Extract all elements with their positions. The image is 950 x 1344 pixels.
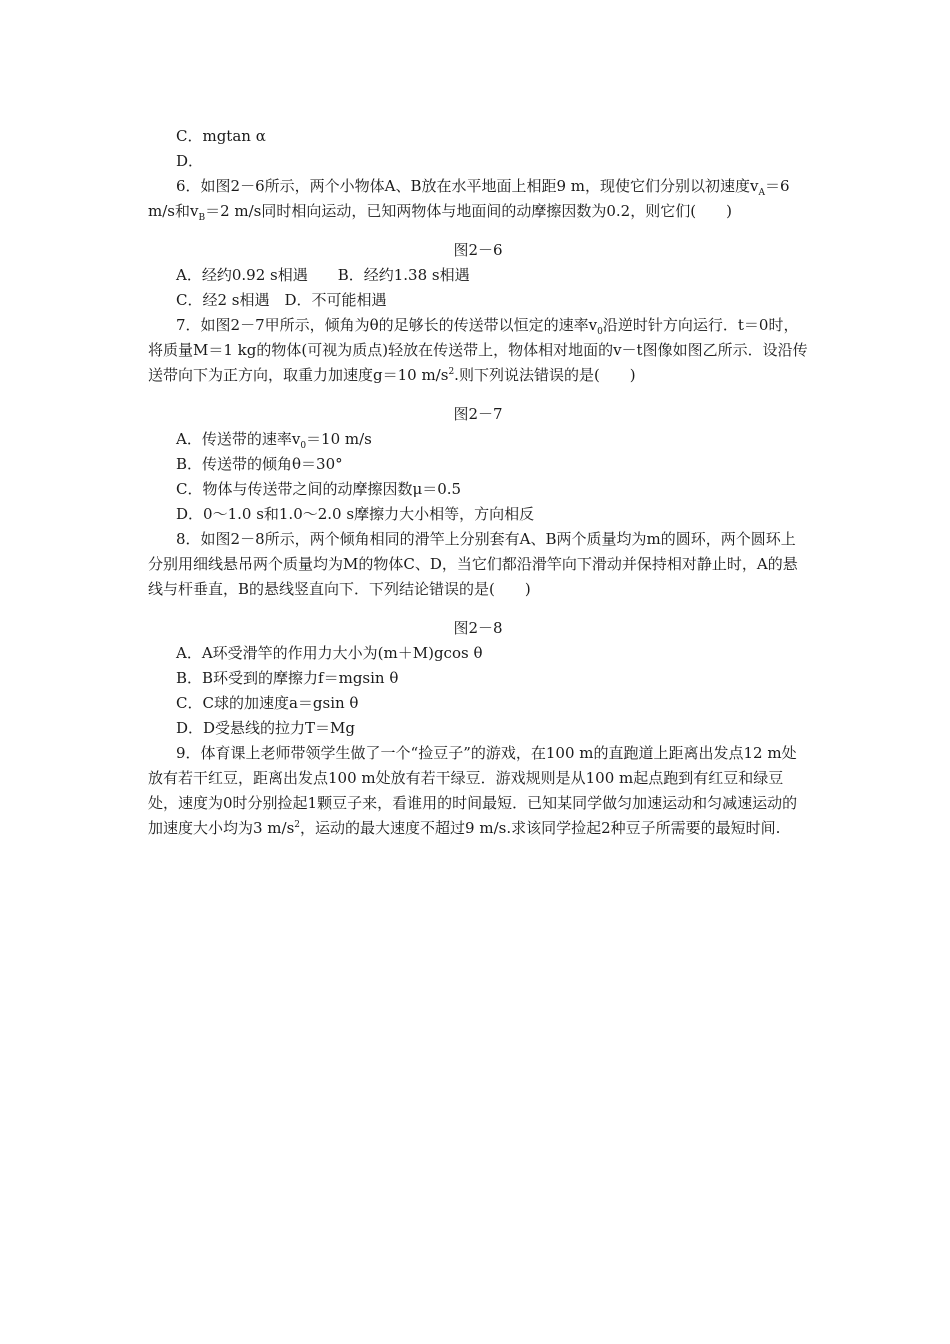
q8-stem: 8．如图2－8所示，两个倾角相同的滑竿上分别套有A、B两个质量均为m的圆环，两个圆环上分别用细线悬吊两个质量均为M的物体C、D，当它们都沿滑竿向下滑动并保持相对静止时，A的悬线与杆垂直，B的悬线竖直向下．下列结论错误的是( ) — [148, 530, 798, 598]
q7-option-b: B．传送带的倾角θ＝30° — [176, 455, 343, 473]
figure-2-8-caption: 图2－8 — [453, 619, 503, 637]
q7-option-a-text: A．传送带的速率v — [176, 430, 301, 448]
q8-option-a: A．A环受滑竿的作用力大小为(m＋M)gcos θ — [176, 644, 483, 662]
q6-option-a: A．经约0.92 s相遇 — [176, 266, 308, 284]
figure-2-7-caption: 图2－7 — [453, 405, 503, 423]
q6-sub-a: A — [758, 188, 765, 198]
q8-option-d: D．D受悬线的拉力T＝Mg — [176, 719, 356, 737]
q7-text-2: 沿逆时针方向运行．t＝0时，将质量M＝1 kg的物体(可视为质点)轻放在传送带上，物体相对地面的v－t图像如图乙所示．设沿传送带向下为正方向，取重力加速度g＝10 m/s — [148, 316, 808, 384]
q8-option-b: B．B环受到的摩擦力f＝mgsin θ — [176, 669, 399, 687]
q5-option-d: D． — [176, 152, 204, 170]
q7-option-d: D．0～1.0 s和1.0～2.0 s摩擦力大小相等，方向相反 — [176, 505, 535, 523]
q7-option-a-sub: 0 — [300, 441, 307, 451]
q6-options-ab — [148, 263, 808, 288]
figure-2-6-caption: 图2－6 — [453, 241, 503, 259]
q7-text-3: .则下列说法错误的是( ) — [454, 366, 636, 384]
q9-stem — [148, 741, 808, 841]
q6-text-1: 6．如图2－6所示，两个小物体A、B放在水平地面上相距9 m，现使它们分别以初速度v — [176, 177, 759, 195]
q6-text-3: ＝2 m/s同时相向运动，已知两物体与地面间的动摩擦因数为0.2，则它们( ) — [205, 202, 732, 220]
q7-option-a — [148, 427, 808, 452]
q7-option-c: C．物体与传送带之间的动摩擦因数μ＝0.5 — [176, 480, 462, 498]
q9-text-1: 9．体育课上老师带领学生做了一个“捡豆子”的游戏，在100 m的直跑道上距离出发点12 m处放有若干红豆，距离出发点100 m处放有若干绿豆．游戏规则是从100 m起点跑到有红豆和绿豆处，速度为0时分别捡起1颗豆子来，看谁用的时间最短．已知某同学做匀加速运动和匀减速运动的加速度大小均为3 m/s — [148, 744, 798, 837]
q7-text-1: 7．如图2－7甲所示，倾角为θ的足够长的传送带以恒定的速率v — [176, 316, 598, 334]
q7-sub-0: 0 — [597, 327, 603, 337]
document-page — [148, 124, 808, 841]
q6-option-d: D．不可能相遇 — [284, 291, 387, 309]
q7-stem — [148, 313, 808, 388]
q6-option-c: C．经2 s相遇 — [176, 291, 270, 309]
q6-stem — [148, 174, 808, 224]
q6-sub-b: B — [198, 213, 206, 223]
q8-option-c: C．C球的加速度a＝gsin θ — [176, 694, 359, 712]
q6-text-2: ＝6 m/s和v — [148, 177, 790, 220]
q6-options-cd — [148, 288, 808, 313]
q7-sup-2: 2 — [448, 367, 455, 377]
q9-text-2: ，运动的最大速度不超过9 m/s.求该同学捡起2种豆子所需要的最短时间. — [300, 819, 781, 837]
q6-option-b: B．经约1.38 s相遇 — [337, 266, 470, 284]
q5-option-c: C．mgtan α — [176, 127, 266, 145]
q7-option-a-text-2: ＝10 m/s — [306, 430, 372, 448]
q9-sup-2: 2 — [294, 820, 301, 830]
